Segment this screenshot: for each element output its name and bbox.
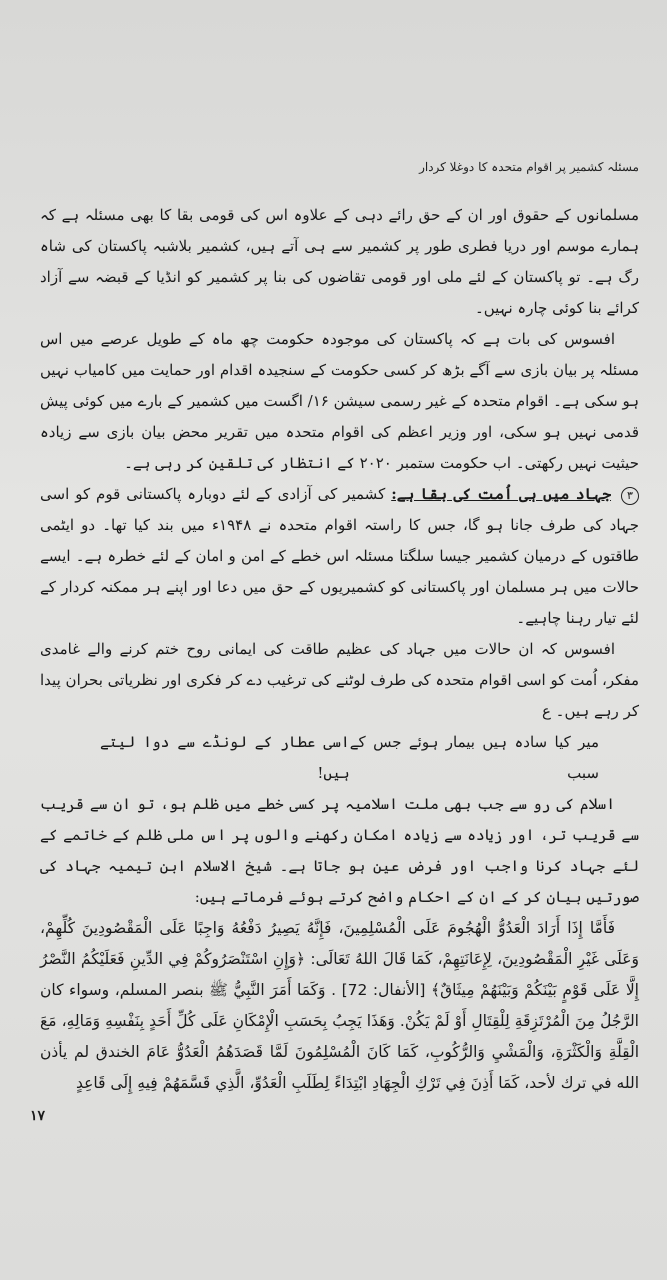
section-text: کشمیر کی آزادی کے لئے دوبارہ پاکستانی قوم کو اسی جہاد کی طرف جانا ہو گا، جس کا راستہ اقوام متحدہ نے ۱۹۴۸ء میں بند کیا تھا۔ دو ایٹمی طاقتوں کے درمیان کشمیر جیسا سلگتا مسئلہ اس خطے کے امن و امان کے لئے خطرہ ہے۔ ایسے حالات میں ہر مسلمان اور پاکستانی کو کشمیریوں کے حق میں دعا اور اپنے ہر ممکنہ کردار کے لئے تیار رہنا چاہیے۔ (40, 485, 639, 627)
paragraph-1: مسلمانوں کے حقوق اور ان کے حق رائے دہی کے علاوہ اس کی قومی بقا کا بھی مسئلہ ہے کہ ہمارے موسم اور دریا فطری طور پر کشمیر سے ہی آتے ہیں، کشمیر بلاشبہ پاکستان کی شاہ رگ ہے۔ تو پاکستان کے لئے ملی اور قومی تقاضوں کی بنا پر کشمیر کو انڈیا کے قبضہ سے آزاد کرائے بنا کوئی چارہ نہیں۔ (40, 206, 639, 317)
page-body (40, 200, 639, 1099)
verse-left: اسی عطار کے لونڈے سے دوا لیتے ہیں! (100, 733, 350, 782)
arabic-quote: فَأَمَّا إِذَا أَرَادَ الْعَدُوُّ الْهُجُومَ عَلَى الْمُسْلِمِينَ، فَإِنَّهُ يَصِيرُ دَفْعُهُ وَاجِبًا عَلَى الْمَقْصُودِينَ كُلِّهِمْ، وَعَلَى غَيْرِ الْمَقْصُودِينَ، لِإِعَانَتِهِمْ، كَمَا قَالَ اللهُ تَعَالَى: ﴿وَإِنِ اسْتَنْصَرُوكُمْ فِي الدِّينِ فَعَلَيْكُمُ النَّصْرُ إِلَّا عَلَى قَوْمٍ بَيْنَكُمْ وَبَيْنَهُمْ مِيثَاقٌ﴾ [الأنفال: 72] . وَكَمَا أَمَرَ النَّبِيُّ ﷺ بنصر المسلم، وسواء كان الرَّجُلُ مِنَ الْمُرْتَزِقَةِ لِلْقِتَالِ أَوْ لَمْ يَكُنْ. وَهَذَا يَجِبُ بِحَسَبِ الْإِمْكَانِ عَلَى كُلِّ أَحَدٍ بِنَفْسِهِ وَمَالِهِ، مَعَ الْقِلَّةِ وَالْكَثْرَةِ، وَالْمَشْيِ وَالرُّكُوبِ، كَمَا كَانَ الْمُسْلِمُونَ لَمَّا قَصَدَهُمُ الْعَدُوُّ عَامَ الخندق لم يأذن الله في ترك لأحد، كَمَا أَذِنَ فِي تَرْكِ الْجِهَادِ ابْتِدَاءً لِطَلَبِ الْعَدُوِّ، الَّذِي قَسَّمَهُمْ فِيهِ إِلَى قَاعِدٍ (40, 919, 639, 1092)
running-head: مسئلہ کشمیر پر اقوام متحدہ کا دوغلا کردار (419, 160, 639, 174)
section-heading: جہاد میں ہی اُمت کی بقا ہے: (391, 485, 612, 503)
page-number: ۱۷ (30, 1108, 46, 1124)
poetry-verse (40, 727, 639, 789)
verse-right: میر کیا سادہ ہیں بیمار ہوئے جس کے سبب (349, 733, 599, 782)
paragraph-after: افسوس کہ ان حالات میں جہاد کی عظیم طاقت کی ایمانی روح ختم کرنے والے غامدی مفکر، اُمت کو اسی اقوام متحدہ کی طرف لوٹنے کی ترغیب دے کر فکری اور نظریاتی بحران پیدا کر رہے ہیں۔ ع (40, 640, 639, 720)
section-paragraph (40, 479, 639, 634)
paragraph-2: افسوس کی بات ہے کہ پاکستان کی موجودہ حکومت چھ ماہ کے طویل عرصے میں اس مسئلہ پر بیان بازی سے آگے بڑھ کر کسی حکومت کے سنجیدہ اقدام اور حمایت میں کامیاب نہیں ہو سکی ہے۔ اقوام متحدہ کے غیر رسمی سیشن ۱۶/ اگست میں کشمیر کے بارے میں کوئی پیش قدمی نہیں ہو سکی، اور وزیر اعظم کی اقوام متحدہ میں تقریر محض بیان بازی سے زیادہ حیثیت نہیں رکھتی۔ اب حکومت ستمبر ۲۰۲۰ کے انتظار کی تلقین کر رہی ہے۔ (40, 330, 639, 472)
paragraph-islam: اسلام کی رو سے جب بھی ملت اسلامیہ پر کسی خطے میں ظلم ہو، تو ان سے قریب سے قریب تر، اور زیادہ سے زیادہ امکان رکھنے والوں پر اس ملی ظلم کے خاتمے کے لئے جہاد کرنا واجب اور فرض عین ہو جاتا ہے۔ شیخ الاسلام ابن تیمیہ جہاد کی صورتیں بیان کر کے ان کے احکام واضح کرتے ہوئے فرماتے ہیں: (40, 795, 639, 906)
section-number: ٣ (621, 487, 639, 505)
